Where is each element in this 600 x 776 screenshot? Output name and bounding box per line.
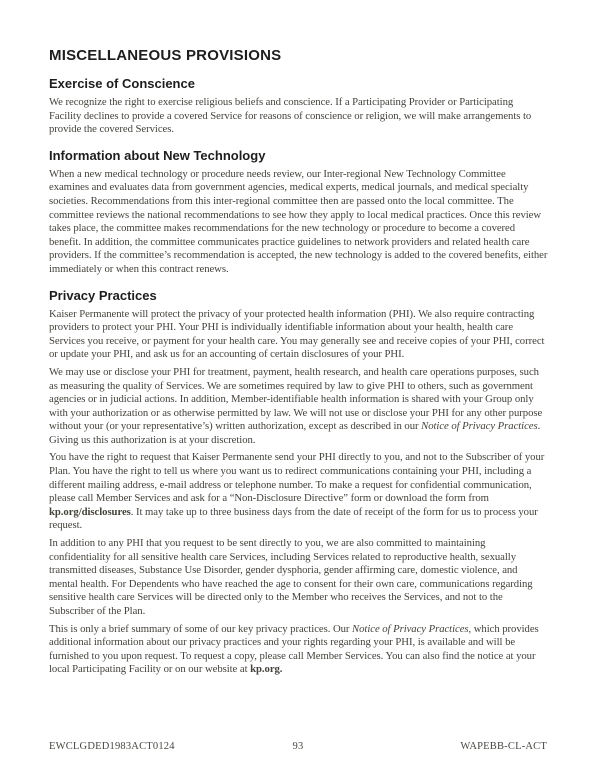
text-run: kp.org. [250, 663, 283, 676]
page-title: MISCELLANEOUS PROVISIONS [49, 47, 282, 64]
text-run: Kaiser Permanente will protect the privacy of your protected health information (PHI). We also require contracting providers to protect your PHI. Your PHI is individually identifiable information about your health, health care Services you receive, or payment for your health care. You may generally see and receive copies of your PHI, correct or update your PHI, and ask us for an accounting of certain disclosures of your PHI. [49, 307, 545, 361]
paragraph [49, 623, 548, 677]
text-run: We may use or disclose your PHI for treatment, payment, health research, and health care operations purposes, such as measuring the quality of Services. We are sometimes required by law to give PHI to others, such as government agencies or in judicial actions. In addition, Member-identifiable health information is shared with your Group only with your authorization or as otherwise permitted by law. We will not use or disclose your PHI for any other purpose without your (or your representative’s) written authorization, except as described in our [49, 365, 543, 433]
section-heading: Exercise of Conscience [49, 76, 195, 91]
text-run: You have the right to request that Kaiser Permanente send your PHI directly to you, and not to the Subscriber of your Plan. You have the right to tell us where you want us to redirect communications containing your PHI, including a different mailing address, e-mail address or telephone number. To make a request for confidential communication, please call Member Services and ask for a “Non-Disclosure Directive” form or download the form from [49, 451, 545, 505]
paragraph [49, 168, 548, 277]
paragraph [49, 96, 548, 137]
paragraph [49, 308, 548, 362]
document-sections [49, 76, 548, 677]
footer-page-number: 93 [292, 741, 304, 752]
text-run: We recognize the right to exercise religious beliefs and conscience. If a Participating Provider or Participating Facility declines to provide a covered Service for reasons of conscience or religion, we will make arrangements to provide the covered Services. [49, 96, 532, 136]
text-run: In addition to any PHI that you request to be sent directly to you, we are also committed to maintaining confidentiality for all sensitive health care Services, including Services related to reproductive health, sexually transmitted diseases, Substance Use Disorder, gender dysphoria, gender affirming care, domestic violence, and mental health. For Dependents who have reached the age to consent for their own care, communications regarding sensitive health care Services will be directed only to the Member who receives the Services, and not to the Subscriber of the Plan. [49, 537, 533, 617]
footer-form-number: EWCLGDED1983ACT0124 [49, 741, 175, 752]
text-run: , which provides additional information about our privacy practices and your rights regarding your PHI, is available and will be furnished to you upon request. To request a copy, please call Member Services. You can also find the notice at your local Participating Facility or on our website at [49, 622, 539, 676]
footer-plan-code: WAPEBB-CL-ACT [460, 741, 547, 752]
text-run: This is only a brief summary of some of our key privacy practices. Our [49, 622, 353, 635]
paragraph [49, 537, 548, 619]
paragraph [49, 366, 548, 448]
text-run: kp.org/disclosures [49, 505, 131, 518]
page-footer [49, 741, 547, 752]
text-run: Notice of Privacy Practices [352, 622, 469, 635]
text-run: . Giving us this authorization is at your discretion. [49, 420, 541, 446]
section-heading: Privacy Practices [49, 287, 157, 303]
text-run: Notice of Privacy Practices [421, 420, 538, 433]
paragraph [49, 451, 548, 533]
section-heading: Information about New Technology [49, 147, 266, 163]
text-run: . It may take up to three business days from the date of receipt of the form for us to process your request. [49, 505, 538, 532]
text-run: When a new medical technology or procedure needs review, our Inter-regional New Technology Committee examines and evaluates data from government agencies, medical experts, medical journals, and medical specialty societies. Recommendations from this inter-regional committee then are passed onto the local committee. The committee reviews the national recommendations to see how they apply to local medical practices. Once this review takes place, the committee makes recommendations for the new technology or procedure to become a covered benefit. In addition, the committee communicates practice guidelines to network providers and related health care providers. If the committee’s recommendation is accepted, the new technology is added to the covered benefits, either immediately or when this contract renews. [49, 167, 548, 275]
